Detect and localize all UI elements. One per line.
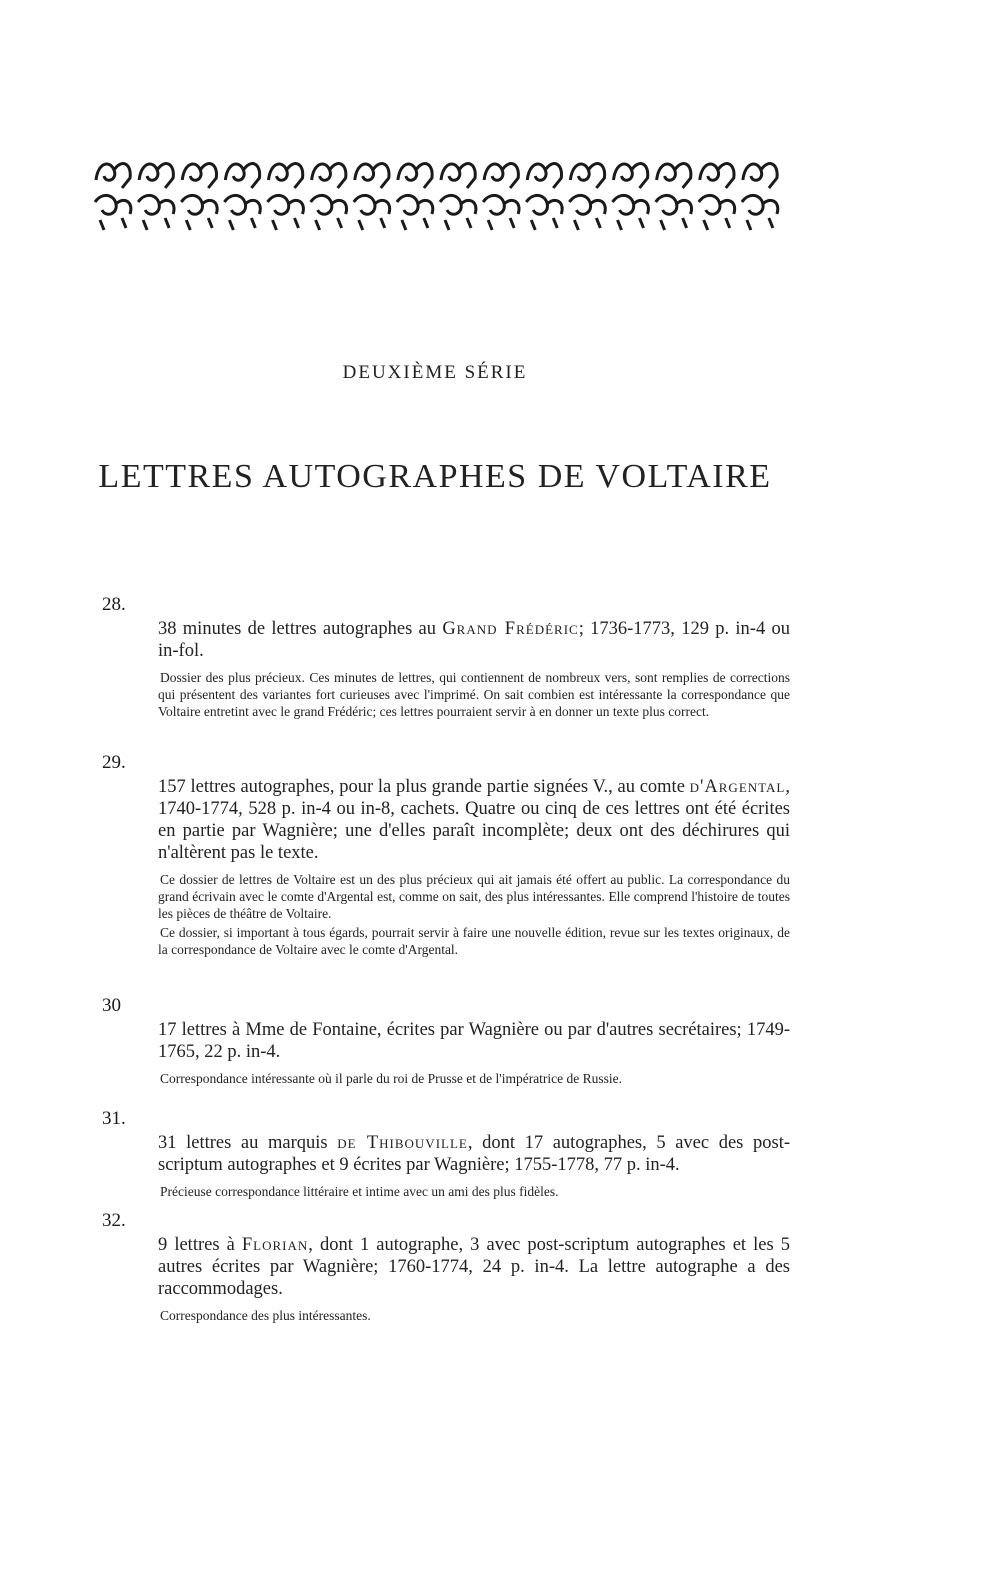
ornament-curl-icon	[570, 164, 604, 188]
entry-number: 28.	[102, 594, 126, 615]
entry-description: 17 lettres à Mme de Fontaine, écrites par Wagnière ou par d'autres secrétaires; 1749-1765, 22 p. in-4.	[158, 1020, 790, 1062]
entry-note: Correspondance intéressante où il parle du roi de Prusse et de l'impératrice de Russie.	[160, 1071, 623, 1086]
entry-number: 31.	[102, 1108, 126, 1129]
ornament-curl-icon	[526, 195, 562, 230]
catalogue-entry	[100, 752, 790, 958]
ornament-curl-icon	[397, 195, 433, 230]
ornament-curl-icon	[182, 164, 216, 188]
ornament-curl-icon	[743, 164, 777, 188]
entry-number: 29.	[102, 752, 126, 773]
ornament-curl-icon	[181, 195, 217, 230]
ornament-curl-icon	[656, 195, 692, 230]
ornament-curl-icon	[699, 195, 735, 230]
ornament-curl-icon	[355, 164, 389, 188]
ornament-curl-icon	[614, 164, 648, 188]
entry-note: Ce dossier de lettres de Voltaire est un des plus précieux qui ait jamais été offert au public. La correspondance du grand écrivain avec le comte d'Argental est, comme on sait, des plus intéressantes. Elle comprend l'histoire de toutes les pièces de théâtre de Voltaire.	[158, 872, 790, 921]
ornament-curl-icon	[96, 164, 130, 188]
entry-note: Dossier des plus précieux. Ces minutes de lettres, qui contiennent de nombreux vers, sont remplies de corrections qui présentent des variantes fort curieuses avec l'imprimé. On sait combien est intéressante la correspondance que Voltaire entretint avec le grand Frédéric; ces lettres pourraient servir à en donner un texte plus correct.	[158, 670, 790, 719]
ornament-curl-icon	[527, 164, 561, 188]
ornament-curl-icon	[700, 164, 734, 188]
ornament-curl-icon	[95, 195, 131, 230]
ornament-curl-icon	[441, 164, 475, 188]
ornament-curl-icon	[657, 164, 691, 188]
ornament-curl-icon	[139, 164, 173, 188]
entry-description: 9 lettres à Florian, dont 1 autographe, 3 avec post-scriptum autographes et les 5 autres écrites par Wagnière; 1760-1774, 24 p. in-4. La lettre autographe a des raccommodages.	[158, 1235, 791, 1299]
ornament-curl-icon	[311, 195, 347, 230]
catalogue-entry	[100, 1108, 790, 1200]
ornament-curl-icon	[398, 164, 432, 188]
ornament-curl-icon	[742, 195, 778, 230]
catalogue-entry	[100, 594, 790, 720]
catalogue-entry	[100, 995, 790, 1087]
ornament-curl-icon	[613, 195, 649, 230]
ornament-curl-icon	[440, 195, 476, 230]
ornament-curl-icon	[268, 195, 304, 230]
ornament-curl-icon	[224, 195, 260, 230]
entry-number: 32.	[102, 1210, 126, 1231]
ornament-curl-icon	[225, 164, 259, 188]
series-heading: DEUXIÈME SÉRIE	[342, 362, 528, 383]
ornament-curl-icon	[138, 195, 174, 230]
ornament-curl-icon	[269, 164, 303, 188]
page-title: LETTRES AUTOGRAPHES DE VOLTAIRE	[98, 458, 772, 495]
entry-note: Précieuse correspondance littéraire et intime avec un ami des plus fidèles.	[160, 1184, 559, 1199]
decorative-ornament-band-icon	[92, 150, 782, 240]
ornament-curl-icon	[569, 195, 605, 230]
ornament-curl-icon	[312, 164, 346, 188]
ornament-curl-icon	[354, 195, 390, 230]
entry-description: 157 lettres autographes, pour la plus grande partie signées V., au comte d'Argental, 1740-1774, 528 p. in-4 ou in-8, cachets. Quatre ou cinq de ces lettres ont été écrites en partie par Wagnière; une d'elles paraît incomplète; deux ont des déchirures qui n'altèrent pas le texte.	[158, 777, 790, 863]
ornament-curl-icon	[483, 195, 519, 230]
entry-note: Correspondance des plus intéressantes.	[160, 1308, 371, 1323]
entry-description: 38 minutes de lettres autographes au Grand Frédéric; 1736-1773, 129 p. in-4 ou in-fol.	[158, 619, 790, 661]
catalogue-entry	[100, 1210, 790, 1324]
ornament-curl-icon	[484, 164, 518, 188]
entry-description: 31 lettres au marquis de Thibouville, dont 17 autographes, 5 avec des post-scriptum autographes et 9 écrites par Wagnière; 1755-1778, 77 p. in-4.	[158, 1133, 790, 1175]
entry-note: Ce dossier, si important à tous égards, pourrait servir à faire une nouvelle édition, revue sur les textes originaux, de la correspondance de Voltaire avec le comte d'Argental.	[158, 925, 790, 957]
entry-number: 30	[102, 995, 121, 1016]
